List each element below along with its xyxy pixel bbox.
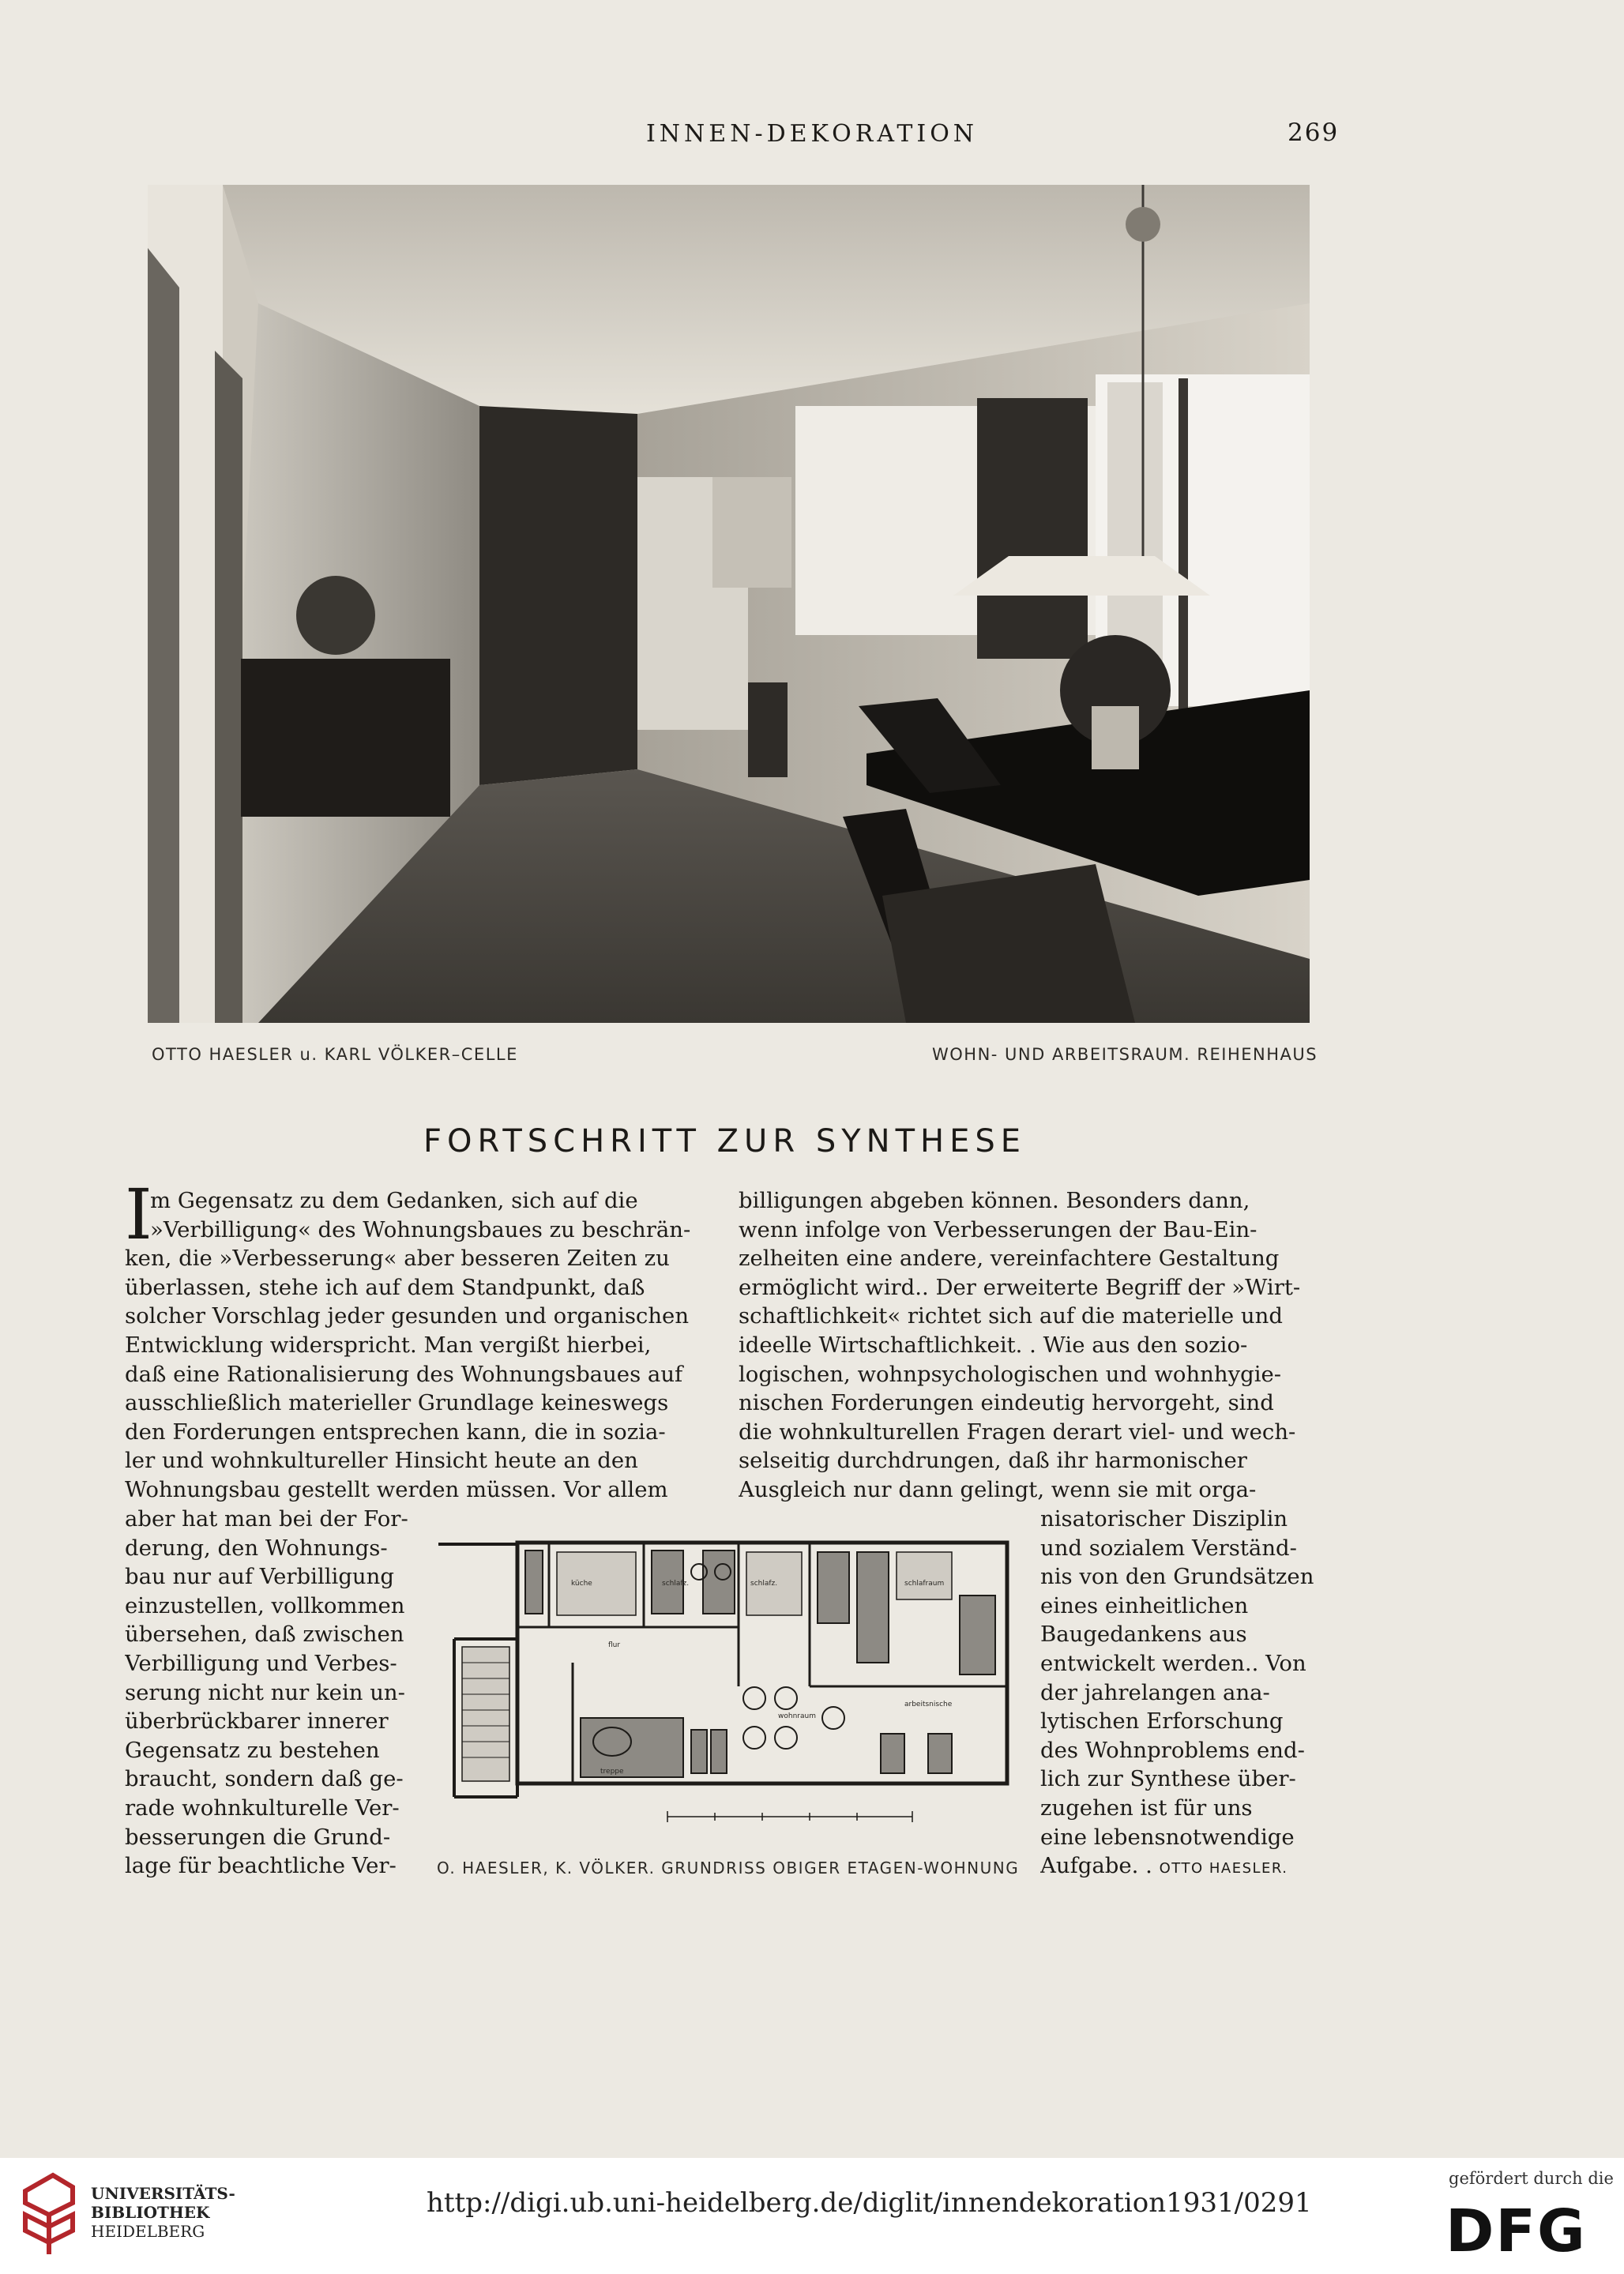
- text-line: m Gegensatz zu dem Gedanken, sich auf die: [150, 1188, 638, 1213]
- text-line: der jahrelangen ana-: [1040, 1679, 1270, 1705]
- text-line: schaftlichkeit« richtet sich auf die materielle und: [739, 1303, 1283, 1329]
- text-line: solcher Vorschlag jeder gesunden und organischen: [125, 1303, 690, 1329]
- scale-bar: [667, 1811, 912, 1822]
- room-label-living: wohnraum: [778, 1712, 816, 1720]
- text-line: Ausgleich nur dann gelingt, wenn sie mit orga-: [739, 1476, 1257, 1502]
- text-line: die wohnkulturellen Fragen derart viel- und wech-: [739, 1419, 1296, 1445]
- floor-plan-drawing: [438, 1536, 1011, 1829]
- text-line: »Verbilligung« des Wohnungsbaues zu beschrän-: [150, 1216, 691, 1242]
- text-line: bau nur auf Verbilligung: [125, 1564, 394, 1590]
- dfg-logo: DFG: [1445, 2197, 1587, 2265]
- text-line: einzustellen, vollkommen: [125, 1592, 405, 1618]
- text-line: lytischen Erforschung: [1040, 1708, 1284, 1735]
- text-line: zelheiten eine andere, vereinfachtere Gestaltung: [739, 1246, 1280, 1272]
- column-right-lower: [1040, 1505, 1327, 1881]
- text-line: Baugedankens aus: [1040, 1622, 1247, 1648]
- text-line: nis von den Grundsätzen: [1040, 1564, 1314, 1590]
- text-line: überbrückbarer innerer: [125, 1708, 389, 1735]
- column-left-upper: [125, 1174, 711, 1505]
- photo-caption-title: WOHN- UND ARBEITSRAUM. REIHENHAUS: [932, 1045, 1318, 1064]
- text-line: lage für beachtliche Ver-: [125, 1853, 397, 1879]
- final-word: Aufgabe. .: [1040, 1853, 1152, 1879]
- text-line: ermöglicht wird.. Der erweiterte Begriff der »Wirt-: [739, 1274, 1301, 1300]
- text-line: und sozialem Verständ-: [1040, 1535, 1297, 1561]
- page-number: 269: [1288, 118, 1340, 147]
- text-line: ler und wohnkultureller Hinsicht heute an den: [125, 1448, 638, 1474]
- text-line: billigungen abgeben können. Besonders dann,: [739, 1188, 1250, 1213]
- text-line: nisatorischer Disziplin: [1040, 1506, 1288, 1532]
- floor-plan: [438, 1536, 1011, 1829]
- library-name-line-3: HEIDELBERG: [91, 2222, 205, 2241]
- text-line: ausschließlich materieller Grundlage keineswegs: [125, 1390, 669, 1416]
- text-line: derung, den Wohnungs-: [125, 1535, 388, 1561]
- text-line: eine lebensnotwendige: [1040, 1824, 1295, 1850]
- text-line: Wohnungsbau gestellt werden müssen. Vor allem: [125, 1476, 668, 1502]
- library-name: [91, 2184, 235, 2241]
- text-line: Verbilligung und Verbes-: [125, 1650, 397, 1676]
- text-line: lich zur Synthese über-: [1040, 1766, 1296, 1792]
- text-line: nischen Forderungen eindeutig hervorgeht, sind: [739, 1390, 1274, 1416]
- text-line: serung nicht nur kein un-: [125, 1679, 405, 1705]
- text-line: überlassen, stehe ich auf dem Standpunkt, daß: [125, 1274, 645, 1300]
- room-label-study: arbeitsnische: [904, 1701, 953, 1708]
- text-line: wenn infolge von Verbesserungen der Bau-Ein-: [739, 1216, 1257, 1242]
- text-line: zugehen ist für uns: [1040, 1795, 1253, 1821]
- text-line-last: [1040, 1851, 1327, 1881]
- library-name-line-1: UNIVERSITÄTS-: [91, 2184, 235, 2203]
- column-left-lower: [125, 1505, 413, 1881]
- author-signature: OTTO HAESLER.: [1159, 1860, 1288, 1877]
- text-line: braucht, sondern daß ge-: [125, 1766, 404, 1792]
- permalink-url[interactable]: http://digi.ub.uni-heidelberg.de/diglit/innendekoration1931/0291: [427, 2187, 1312, 2219]
- room-label-stairs: treppe: [600, 1768, 624, 1776]
- text-line: ideelle Wirtschaftlichkeit. . Wie aus den sozio-: [739, 1332, 1248, 1358]
- article-title: FORTSCHRITT ZUR SYNTHESE: [423, 1123, 1027, 1160]
- text-line: des Wohnproblems end-: [1040, 1737, 1305, 1763]
- interior-photo: [148, 185, 1310, 1023]
- text-line: Entwicklung widerspricht. Man vergißt hierbei,: [125, 1332, 652, 1358]
- text-line: den Forderungen entsprechen kann, die in sozia-: [125, 1419, 666, 1445]
- text-line: daß eine Rationalisierung des Wohnungsbaues auf: [125, 1361, 683, 1387]
- room-label-bedroom-1: schlafz.: [662, 1580, 690, 1588]
- university-library-logo-icon: [17, 2171, 81, 2258]
- text-line: eines einheitlichen: [1040, 1592, 1249, 1618]
- text-line: rade wohnkulturelle Ver-: [125, 1795, 400, 1821]
- text-line: Gegensatz zu bestehen: [125, 1737, 380, 1763]
- text-line: aber hat man bei der For-: [125, 1506, 408, 1532]
- interior-photo-illustration: [148, 185, 1310, 1023]
- room-label-kitchen: küche: [571, 1580, 592, 1588]
- text-line: übersehen, daß zwischen: [125, 1622, 404, 1648]
- room-label-bedroom-3: schlafraum: [904, 1580, 945, 1588]
- dropcap: I: [125, 1174, 152, 1255]
- funding-note: gefördert durch die: [1449, 2169, 1614, 2188]
- room-label-hall: flur: [608, 1641, 621, 1649]
- photo-caption-credit: OTTO HAESLER u. KARL VÖLKER–CELLE: [152, 1045, 518, 1064]
- floor-plan-caption: O. HAESLER, K. VÖLKER. GRUNDRISS OBIGER ETAGEN-WOHNUNG: [437, 1859, 1020, 1877]
- room-label-bedroom-2: schlafz.: [750, 1580, 778, 1588]
- running-head: INNEN-DEKORATION: [645, 120, 979, 148]
- text-line: entwickelt werden.. Von: [1040, 1650, 1306, 1676]
- library-name-line-2: BIBLIOTHEK: [91, 2203, 210, 2222]
- column-right-upper: [739, 1186, 1327, 1505]
- text-line: selseitig durchdrungen, daß ihr harmonischer: [739, 1448, 1247, 1474]
- text-line: logischen, wohnpsychologischen und wohnhygie-: [739, 1361, 1282, 1387]
- text-line: besserungen die Grund-: [125, 1824, 391, 1850]
- text-line: ken, die »Verbesserung« aber besseren Zeiten zu: [125, 1246, 670, 1272]
